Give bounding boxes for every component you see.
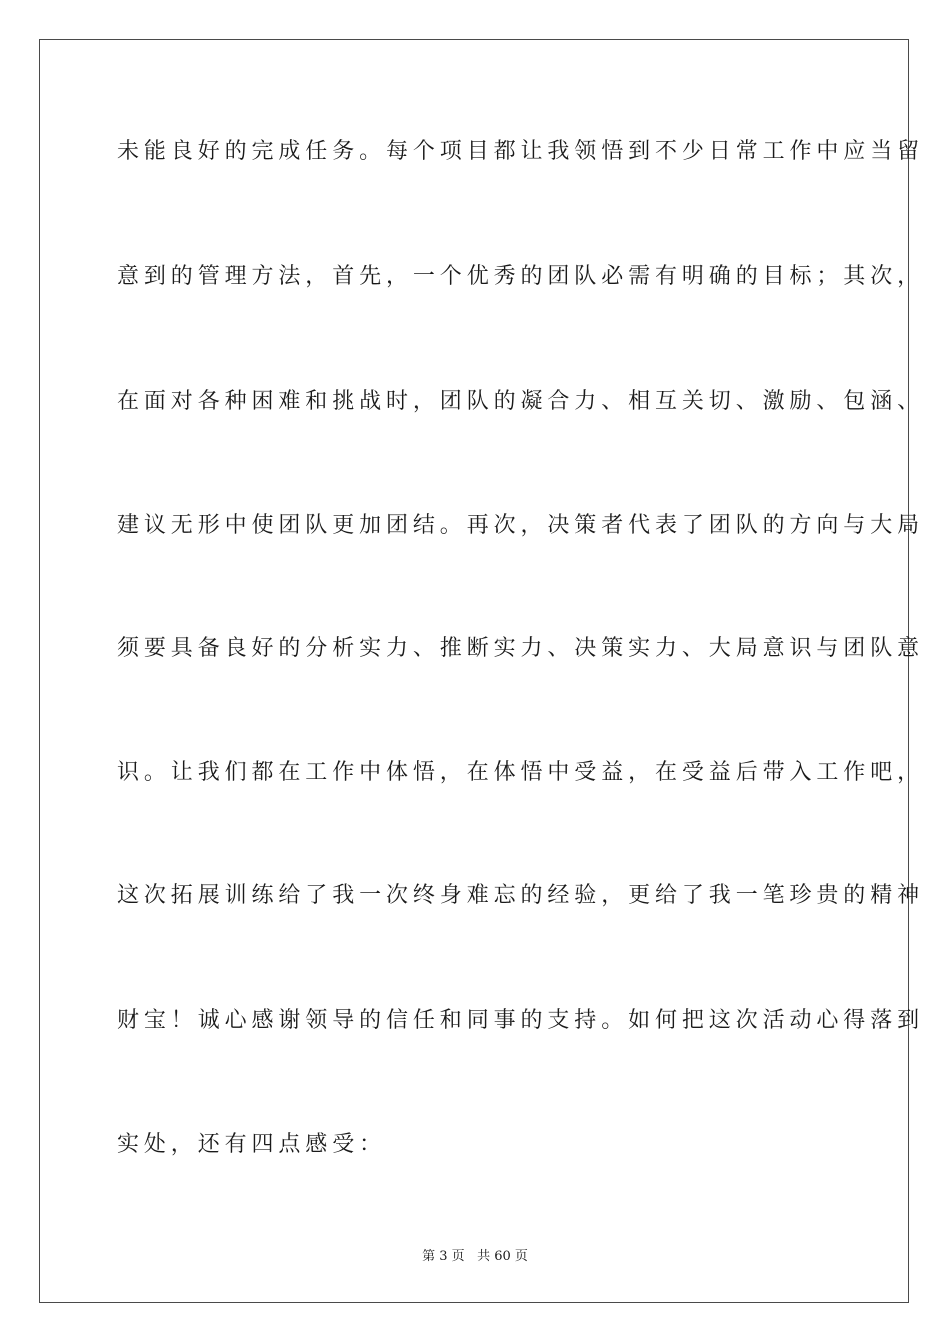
page-number: 第 3 页 (422, 1249, 465, 1264)
body-line: 实处，还有四点感受： (117, 1132, 387, 1157)
body-line: 这次拓展训练给了我一次终身难忘的经验，更给了我一笔珍贵的精神 (117, 883, 925, 908)
body-line: 未能良好的完成任务。每个项目都让我领悟到不少日常工作中应当留 (117, 139, 925, 164)
page-border (39, 39, 909, 1303)
body-line: 识。让我们都在工作中体悟，在体悟中受益，在受益后带入工作吧， (117, 760, 925, 785)
page-footer (0, 1245, 950, 1264)
body-line: 在面对各种困难和挑战时，团队的凝合力、相互关切、激励、包涵、 (117, 389, 925, 414)
body-line: 建议无形中使团队更加团结。再次，决策者代表了团队的方向与大局 (117, 513, 925, 538)
page-total: 共 60 页 (477, 1249, 528, 1264)
body-line: 财宝！诚心感谢领导的信任和同事的支持。如何把这次活动心得落到 (117, 1008, 925, 1033)
body-line: 须要具备良好的分析实力、推断实力、决策实力、大局意识与团队意 (117, 636, 925, 661)
body-line: 意到的管理方法，首先，一个优秀的团队必需有明确的目标；其次， (117, 264, 925, 289)
